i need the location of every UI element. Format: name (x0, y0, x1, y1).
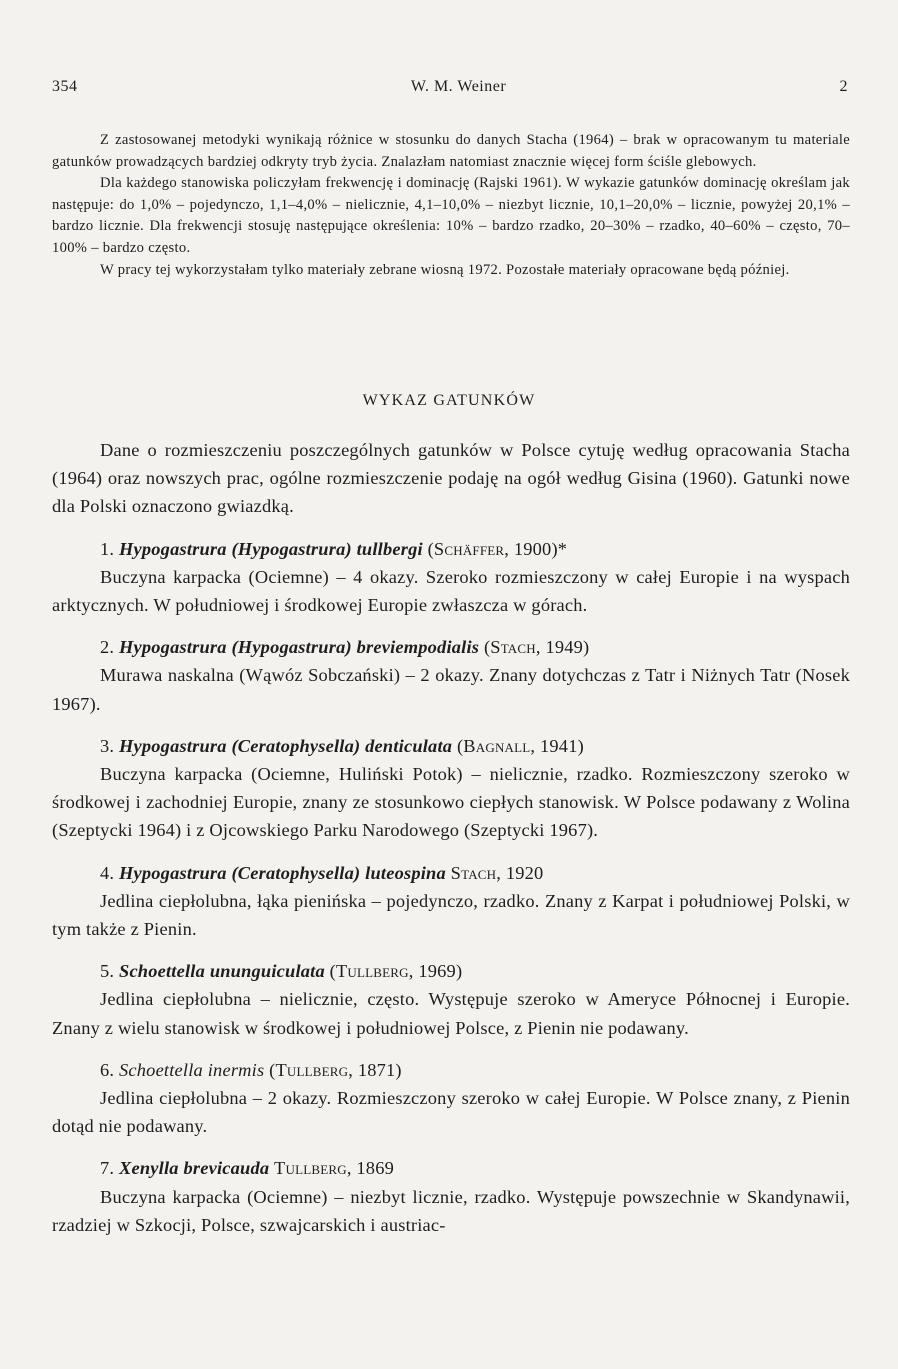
species-description: Murawa naskalna (Wąwóz Sobczański) – 2 okazy. Znany dotychczas z Tatr i Niżnych Tatr (Nosek 1967). (52, 665, 850, 714)
species-authority: (Bagnall, 1941) (456, 735, 584, 756)
species-entry (52, 633, 850, 718)
species-entry (52, 732, 850, 845)
species-genus: Schoettella (119, 1059, 203, 1080)
species-entry (52, 1056, 850, 1141)
species-title (52, 732, 850, 760)
species-number: 2. (100, 637, 115, 658)
species-authority: Stach, 1920 (450, 862, 544, 883)
species-epithet: luteospina (365, 862, 446, 883)
species-description: Jedlina ciepłolubna – nielicznie, często. Występuje szeroko w Ameryce Północnej i Europie. Znany z wielu stanowisk w środkowej i południowej Polsce, z Pienin nie podawany. (52, 989, 850, 1038)
species-description: Buczyna karpacka (Ociemne, Huliński Potok) – nielicznie, rzadko. Rozmieszczony szeroko w środkowej i zachodniej Europie, znany ze stosunkowo ciepłych stanowisk. W Polsce podawany z Wolina (Szeptycki 1964) i z Ojcowskiego Parku Narodowego (Szeptycki 1967). (52, 764, 850, 841)
species-title (52, 1154, 850, 1182)
running-title: W. M. Weiner (410, 78, 507, 95)
species-genus: Hypogastrura (119, 637, 227, 658)
species-number: 3. (100, 735, 115, 756)
species-entry (52, 859, 850, 944)
species-description: Buczyna karpacka (Ociemne) – 4 okazy. Szeroko rozmieszczony w całej Europie i na wyspach arktycznych. W południowej i środkowej Europie zwłaszcza w górach. (52, 566, 850, 616)
species-genus: Schoettella (119, 961, 205, 982)
species-title (52, 957, 850, 985)
species-entry (52, 1154, 850, 1239)
species-number: 4. (100, 862, 115, 883)
species-subgenus: (Hypogastrura) (231, 538, 352, 559)
page-number: 354 (52, 78, 78, 95)
species-authority: (Stach, 1949) (483, 637, 590, 658)
issue-number: 2 (839, 78, 848, 95)
species-subgenus: (Hypogastrura) (231, 637, 352, 658)
species-number: 7. (100, 1158, 115, 1179)
species-genus: Hypogastrura (119, 538, 227, 559)
species-description: Jedlina ciepłolubna, łąka pienińska – pojedynczo, rzadko. Znany z Karpat i południowej Polski, w tym także z Pienin. (52, 890, 850, 940)
species-title (52, 535, 850, 563)
methods-paragraph: W pracy tej wykorzystałam tylko materiały zebrane wiosną 1972. Pozostałe materiały opracowane będą później. (100, 261, 790, 278)
species-number: 6. (100, 1059, 115, 1080)
species-number: 5. (100, 961, 115, 982)
methods-paragraph: Z zastosowanej metodyki wynikają różnice w stosunku do danych Stacha (1964) – brak w opracowanym tu materiale gatunków prowadzących bardziej odkryty tryb życia. Znalazłam natomiast znacznie więcej form ściśle glebowych. (52, 132, 850, 170)
methods-section (52, 130, 850, 281)
species-epithet: brevicauda (183, 1158, 270, 1179)
species-epithet: tullbergi (356, 538, 423, 559)
intro-paragraph: Dane o rozmieszczeniu poszczególnych gatunków w Polsce cytuję według opracowania Stacha (1964) oraz nowszych prac, ogólne rozmieszczenie podaję na ogół według Gisina (1960). Gatunki nowe dla Polski oznaczono gwiazdką. (52, 440, 850, 517)
species-title (52, 859, 850, 887)
species-number: 1. (100, 538, 115, 559)
species-title (52, 1056, 850, 1084)
species-epithet: inermis (207, 1059, 265, 1080)
species-entry (52, 535, 850, 620)
species-entry (52, 957, 850, 1042)
species-subgenus: (Ceratophysella) (231, 862, 361, 883)
species-genus: Hypogastrura (119, 862, 227, 883)
species-list-section (52, 436, 850, 1239)
running-header (52, 78, 848, 96)
species-authority: (Schäffer, 1900)* (427, 538, 568, 559)
species-description: Buczyna karpacka (Ociemne) – niezbyt licznie, rzadko. Występuje powszechnie w Skandynawii, rzadziej w Szkocji, Polsce, szwajcarskich i austriac- (52, 1186, 850, 1235)
methods-paragraph: Dla każdego stanowiska policzyłam frekwencję i dominację (Rajski 1961). W wykazie gatunków dominację określam jak następuje: do 1,0% – pojedynczo, 1,1–4,0% – nielicznie, 4,1–10,0% – niezbyt licznie, 10,1–20,0% – licznie, powyżej 20,1% – bardzo licznie. Dla frekwencji stosuję następujące określenia: 10% – bardzo rzadko, 20–30% – rzadko, 40–60% – często, 70–100% – bardzo często. (52, 175, 850, 256)
species-epithet: ununguiculata (209, 961, 325, 982)
species-authority: Tullberg, 1869 (274, 1158, 394, 1179)
species-genus: Hypogastrura (119, 735, 227, 756)
species-genus: Xenylla (119, 1158, 179, 1179)
species-epithet: denticulata (365, 735, 453, 756)
species-subgenus: (Ceratophysella) (231, 735, 361, 756)
section-heading: WYKAZ GATUNKÓW (362, 392, 536, 409)
species-description: Jedlina ciepłolubna – 2 okazy. Rozmieszczony szeroko w całej Europie. W Polsce znany, z Pienin dotąd nie podawany. (52, 1088, 850, 1137)
species-title (52, 633, 850, 661)
species-authority: (Tullberg, 1969) (329, 961, 463, 982)
species-authority: (Tullberg, 1871) (269, 1059, 402, 1080)
species-epithet: breviempodialis (356, 637, 480, 658)
